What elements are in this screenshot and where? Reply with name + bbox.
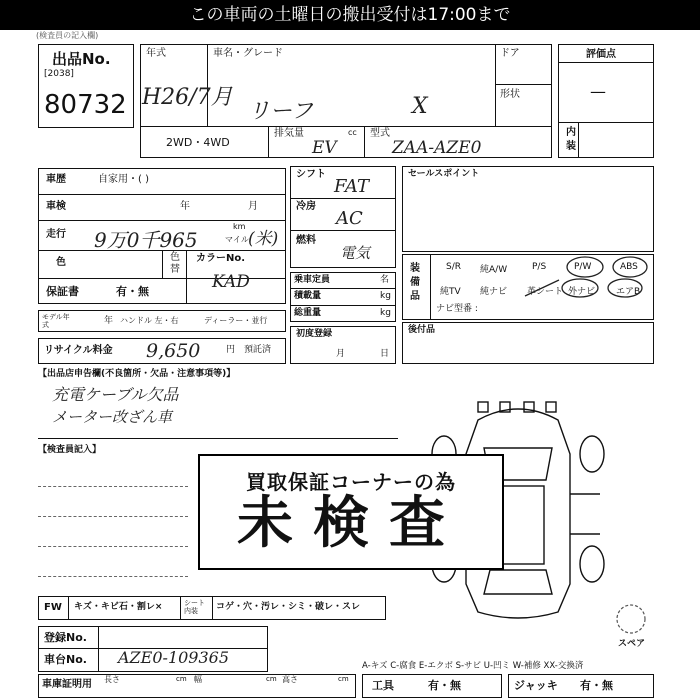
first-registration-month: 月 — [336, 349, 346, 359]
equip-genuine-aw: 純A/W — [480, 265, 508, 275]
cert-width-label: 幅 — [194, 675, 202, 684]
spare-tire-icon — [614, 602, 648, 636]
chassis-label: 車台No. — [44, 653, 87, 666]
fw-conditions: キズ・キビ石・割レ× — [74, 602, 163, 612]
capacity-unit: 名 — [380, 275, 390, 285]
model-code-label: 型式 — [370, 128, 390, 139]
fw-label: FW — [44, 602, 62, 613]
tools-label: 工具 — [372, 679, 394, 692]
chassis-value: AZE0-109365 — [118, 648, 230, 667]
tools-value: 有・無 — [428, 679, 461, 692]
equip-power-window: P/W — [574, 262, 592, 272]
score-label: 評価点 — [586, 49, 616, 60]
mileage-label: 走行 — [46, 229, 66, 240]
load-capacity-label: 積載量 — [294, 291, 322, 301]
sales-point-label: セールスポイント — [408, 169, 480, 179]
color-label: 色 — [56, 257, 66, 268]
model-year-label: モデル年式 — [42, 313, 70, 329]
navi-model-label: ナビ型番 : — [436, 304, 478, 314]
navi-circle-mark — [562, 279, 598, 297]
mileage-unit-km: km — [233, 222, 246, 231]
mileage-value: 9万0千965 — [94, 228, 198, 252]
drive-type-label: 2WD・4WD — [166, 136, 230, 149]
grade-mark: X — [412, 94, 428, 119]
inspection-label: 車検 — [46, 201, 66, 212]
color-code-label: カラーNo. — [196, 253, 246, 264]
car-name-value: リーフ — [248, 99, 313, 124]
abs-circle-mark — [613, 257, 647, 277]
gross-weight-label: 総重量 — [294, 308, 322, 318]
seller-note-line-2: メーター改ざん車 — [52, 408, 173, 426]
displacement-unit: cc — [348, 128, 357, 137]
fuel-label: 燃料 — [296, 235, 316, 246]
body-shape-label: 形状 — [500, 89, 520, 100]
rear-right-wheel — [580, 546, 604, 582]
fuel-value: 電気 — [340, 244, 371, 262]
aftermarket-box — [402, 322, 654, 364]
equip-abs: ABS — [620, 262, 638, 272]
cert-length-label: 長さ — [104, 675, 120, 684]
seller-notes-label: 【出品店申告欄(不良箇所・欠品・注意事項等)】 — [38, 369, 236, 379]
gross-weight-unit: kg — [380, 308, 391, 318]
shift-value: FAT — [334, 176, 369, 197]
lot-number-label: 出品No. — [52, 50, 111, 68]
pw-circle-mark — [567, 257, 603, 277]
mileage-unit-mile: マイル — [225, 235, 249, 244]
equip-genuine-tv: 純TV — [440, 287, 461, 297]
year-value: H26/7月 — [142, 85, 233, 110]
recycle-value: 9,650 — [146, 340, 201, 362]
inspection-month-unit: 月 — [248, 201, 258, 212]
capacity-label: 乗車定員 — [294, 275, 331, 285]
stamp-title: 買取保証コーナーの為 — [246, 470, 456, 494]
aircon-label: 冷房 — [296, 201, 316, 212]
cert-length-unit: cm — [176, 675, 187, 683]
equipment-label: 装備品 — [410, 263, 420, 302]
first-registration-label: 初度登録 — [296, 329, 333, 339]
score-value: — — [590, 82, 606, 101]
model-code-value: ZAA-AZE0 — [392, 138, 482, 158]
recycle-deposit: 預託済 — [244, 345, 272, 355]
car-name-label: 車名・グレード — [213, 48, 283, 59]
registration-label: 登録No. — [44, 631, 87, 644]
spare-label: スペア — [618, 639, 646, 649]
jack-value: 有・無 — [580, 679, 613, 692]
recycle-label: リサイクル料金 — [44, 345, 113, 356]
inspection-year-unit: 年 — [180, 201, 190, 212]
dealer-parallel: ディーラー・並行 — [204, 316, 268, 325]
jack-label: ジャッキ — [514, 679, 558, 692]
cert-width-unit: cm — [266, 675, 277, 683]
mileage-mark: (米) — [248, 229, 279, 249]
rear-window-shape — [484, 570, 552, 594]
displacement-value: EV — [312, 138, 337, 158]
front-right-wheel — [580, 436, 604, 472]
handle-side: ハンドル 左・右 — [120, 316, 179, 325]
inspector-label: 【検査員記入】 — [38, 445, 102, 455]
aftermarket-label: 後付品 — [408, 325, 436, 335]
damage-code-legend: A-キズ C-腐食 E-エクボ S-サビ U-凹ミ W-補修 XX-交換済 — [362, 661, 584, 671]
car-history-label: 車歴 — [46, 174, 66, 185]
seller-note-line-1: 充電ケーブル欠品 — [52, 385, 179, 404]
displacement-label: 排気量 — [274, 128, 304, 139]
garage-cert-label: 車庫証明用 — [42, 679, 92, 690]
warranty-label: 保証書 — [46, 285, 79, 298]
seat-conditions: コゲ・穴・汚レ・シミ・破レ・スレ — [216, 602, 361, 612]
car-history-value: 自家用・( ) — [98, 174, 149, 185]
model-year-unit: 年 — [104, 316, 114, 326]
first-registration-day: 日 — [380, 349, 390, 359]
stamp-not-inspected-text: 未検査 — [237, 491, 465, 556]
shift-label: シフト — [296, 169, 326, 180]
equip-power-steering: P/S — [532, 262, 547, 272]
saturday-notice-banner: この車両の土曜日の搬出受付は17:00まで — [0, 0, 700, 30]
airbag-circle-mark — [608, 279, 642, 297]
color-code-value: KAD — [212, 272, 250, 292]
load-capacity-unit: kg — [380, 291, 391, 301]
header-partial-text: (検査員の記入欄) — [36, 31, 99, 40]
not-inspected-stamp — [198, 454, 504, 570]
equip-leather-seat: 革シート — [527, 287, 564, 297]
leather-strike-mark — [525, 280, 559, 296]
color-swap-label: 色替 — [170, 252, 180, 275]
equip-aftermarket-navi: 外ナビ — [568, 287, 596, 297]
cert-height-label: 高さ — [282, 675, 298, 684]
cert-height-unit: cm — [338, 675, 349, 683]
interior-label: 内装 — [566, 127, 576, 152]
aircon-value: AC — [336, 208, 363, 229]
warranty-value: 有・無 — [116, 285, 149, 298]
seat-interior-label: シート内装 — [184, 599, 205, 615]
door-label: ドア — [500, 48, 520, 59]
recycle-unit: 円 — [226, 345, 236, 355]
lot-sub-number: [2038] — [44, 69, 74, 79]
equip-sunroof: S/R — [446, 262, 461, 272]
equipment-circles — [402, 254, 654, 320]
lot-number-value: 80732 — [44, 90, 127, 120]
equip-airbag: エアB — [616, 287, 641, 297]
year-label: 年式 — [146, 48, 166, 59]
equip-genuine-navi: 純ナビ — [480, 287, 508, 297]
